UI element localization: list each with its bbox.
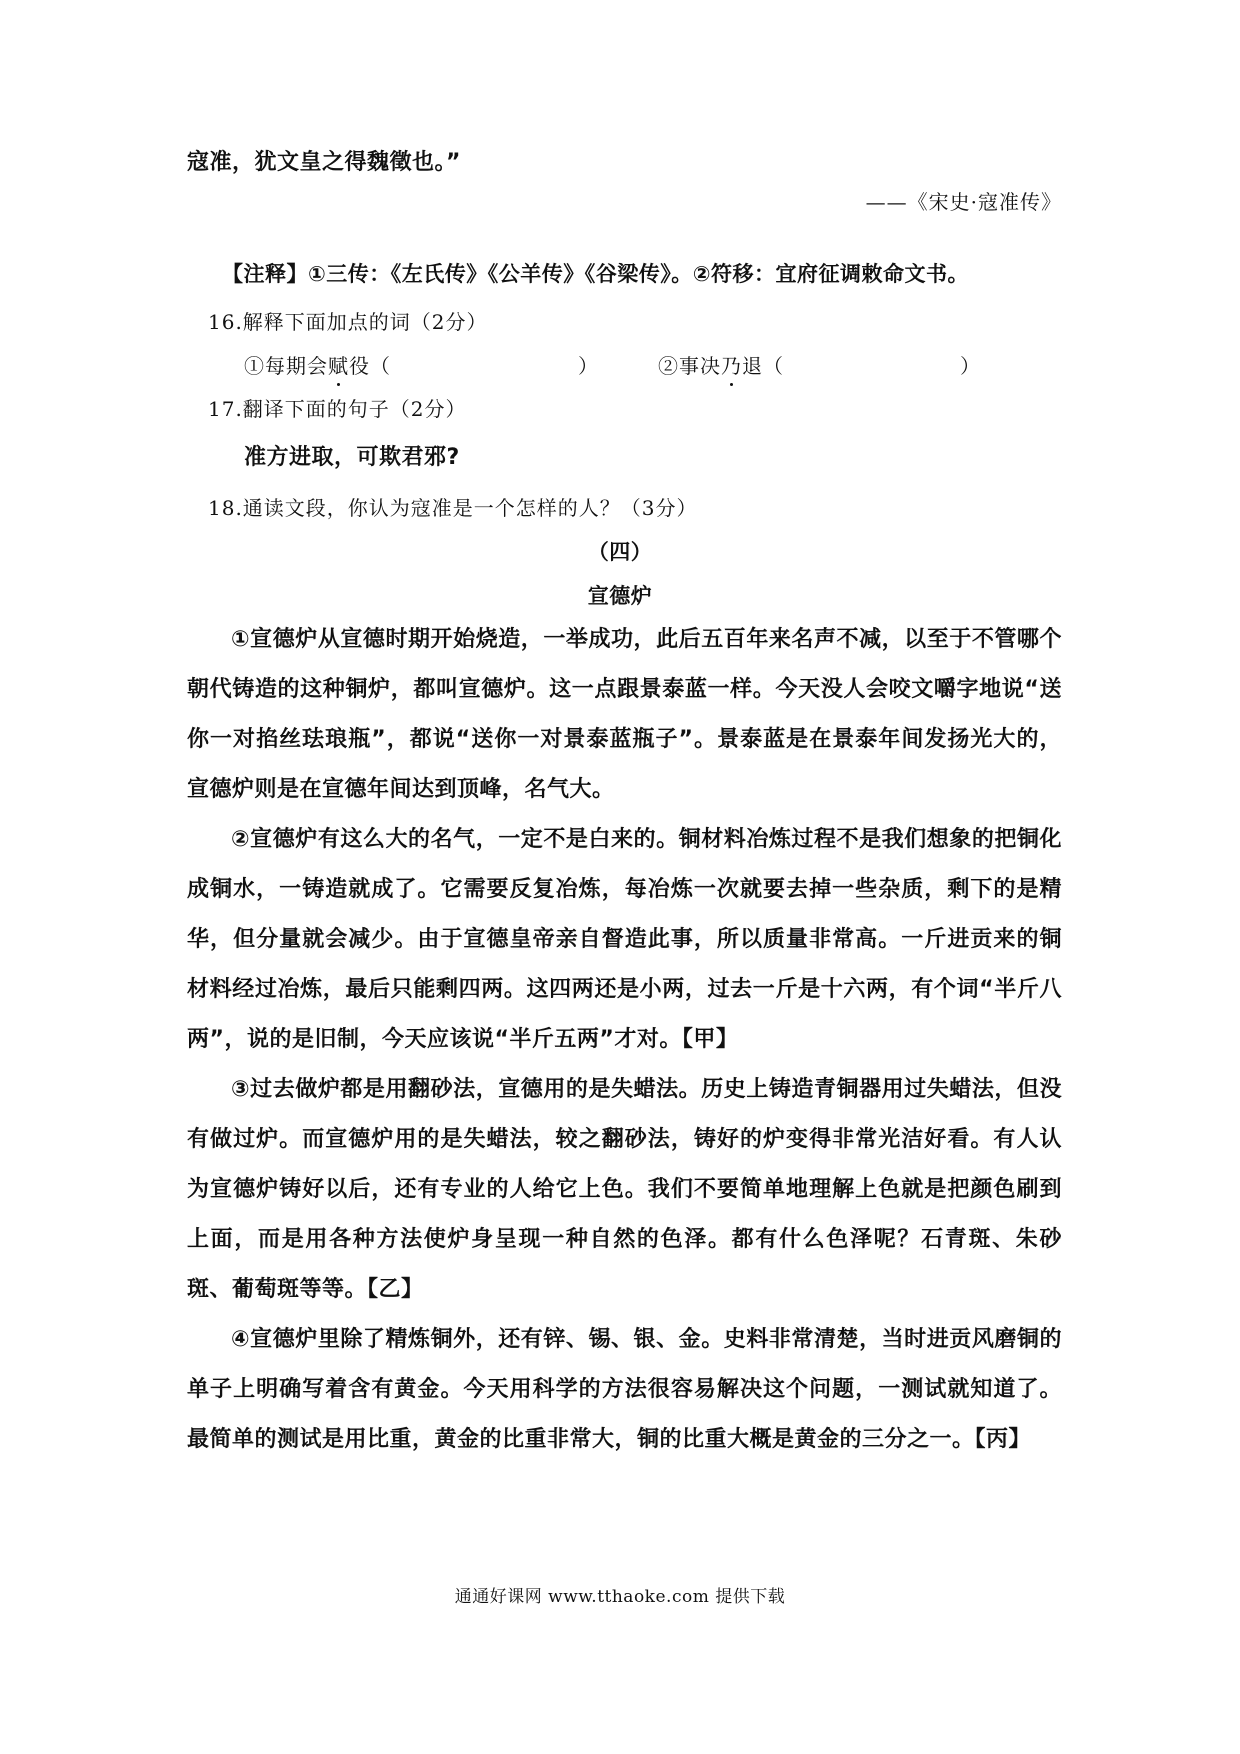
section-number: （四） xyxy=(587,540,653,564)
question-16-item-2-close: ） xyxy=(960,354,981,378)
dotted-word-2: 乃 xyxy=(721,350,742,379)
paragraph-4: ④宣德炉里除了精炼铜外，还有锌、锡、银、金。史料非常清楚，当时进贡风磨铜的单子上明确写着含有黄金。今天用科学的方法很容易解决这个问题，一测试就知道了。最简单的测试是用比重，黄金的比重非常大，铜的比重大概是黄金的三分之一。【丙】 xyxy=(187,1327,1062,1452)
item-2-prefix: ②事决 xyxy=(658,354,721,378)
source-citation: ——《宋史·寇准传》 xyxy=(865,190,1062,214)
question-16-item-1-close: ） xyxy=(578,354,599,378)
item-2-suffix: 退（ xyxy=(742,354,784,378)
question-16-title: 16.解释下面加点的词（2分） xyxy=(208,310,488,334)
question-18-title: 18.通读文段，你认为寇准是一个怎样的人？（3分） xyxy=(208,496,698,520)
paragraph-1: ①宣德炉从宣德时期开始烧造，一举成功，此后五百年来名声不减，以至于不管哪个朝代铸造的这种铜炉，都叫宣德炉。这一点跟景泰蓝一样。今天没人会咬文嚼字地说“送你一对掐丝珐琅瓶”，都说“送你一对景泰蓝瓶子”。景泰蓝是在景泰年间发扬光大的，宣德炉则是在宣德年间达到顶峰，名气大。 xyxy=(187,627,1062,802)
top-line: 寇准，犹文皇之得魏徵也。” xyxy=(187,150,461,175)
paragraph-3: ③过去做炉都是用翻砂法，宣德用的是失蜡法。历史上铸造青铜器用过失蜡法，但没有做过炉。而宣德炉用的是失蜡法，较之翻砂法，铸好的炉变得非常光洁好看。有人认为宣德炉铸好以后，还有专业的人给它上色。我们不要简单地理解上色就是把颜色刷到上面，而是用各种方法使炉身呈现一种自然的色泽。都有什么色泽呢？石青斑、朱砂斑、葡萄斑等等。【乙】 xyxy=(187,1077,1062,1302)
question-17-title: 17.翻译下面的句子（2分） xyxy=(208,397,467,421)
question-17-sentence: 准方进取，可欺君邪? xyxy=(244,445,460,470)
question-16-item-2 xyxy=(658,350,784,379)
item-1-suffix: 役（ xyxy=(349,354,391,378)
section-title: 宣德炉 xyxy=(587,584,653,608)
question-16-item-1 xyxy=(244,350,391,379)
dotted-word-1: 赋 xyxy=(328,350,349,379)
annotation-note: 【注释】①三传：《左氏传》《公羊传》《谷梁传》。②符移：宜府征调敕命文书。 xyxy=(222,262,970,286)
page-footer: 通通好课网 www.tthaoke.com 提供下载 xyxy=(454,1587,786,1607)
paragraph-2: ②宣德炉有这么大的名气，一定不是白来的。铜材料冶炼过程不是我们想象的把铜化成铜水，一铸造就成了。它需要反复冶炼，每冶炼一次就要去掉一些杂质，剩下的是精华，但分量就会减少。由于宣德皇帝亲自督造此事，所以质量非常高。一斤进贡来的铜材料经过冶炼，最后只能剩四两。这四两还是小两，过去一斤是十六两，有个词“半斤八两”，说的是旧制，今天应该说“半斤五两”才对。【甲】 xyxy=(187,827,1062,1052)
item-1-prefix: ①每期会 xyxy=(244,354,328,378)
